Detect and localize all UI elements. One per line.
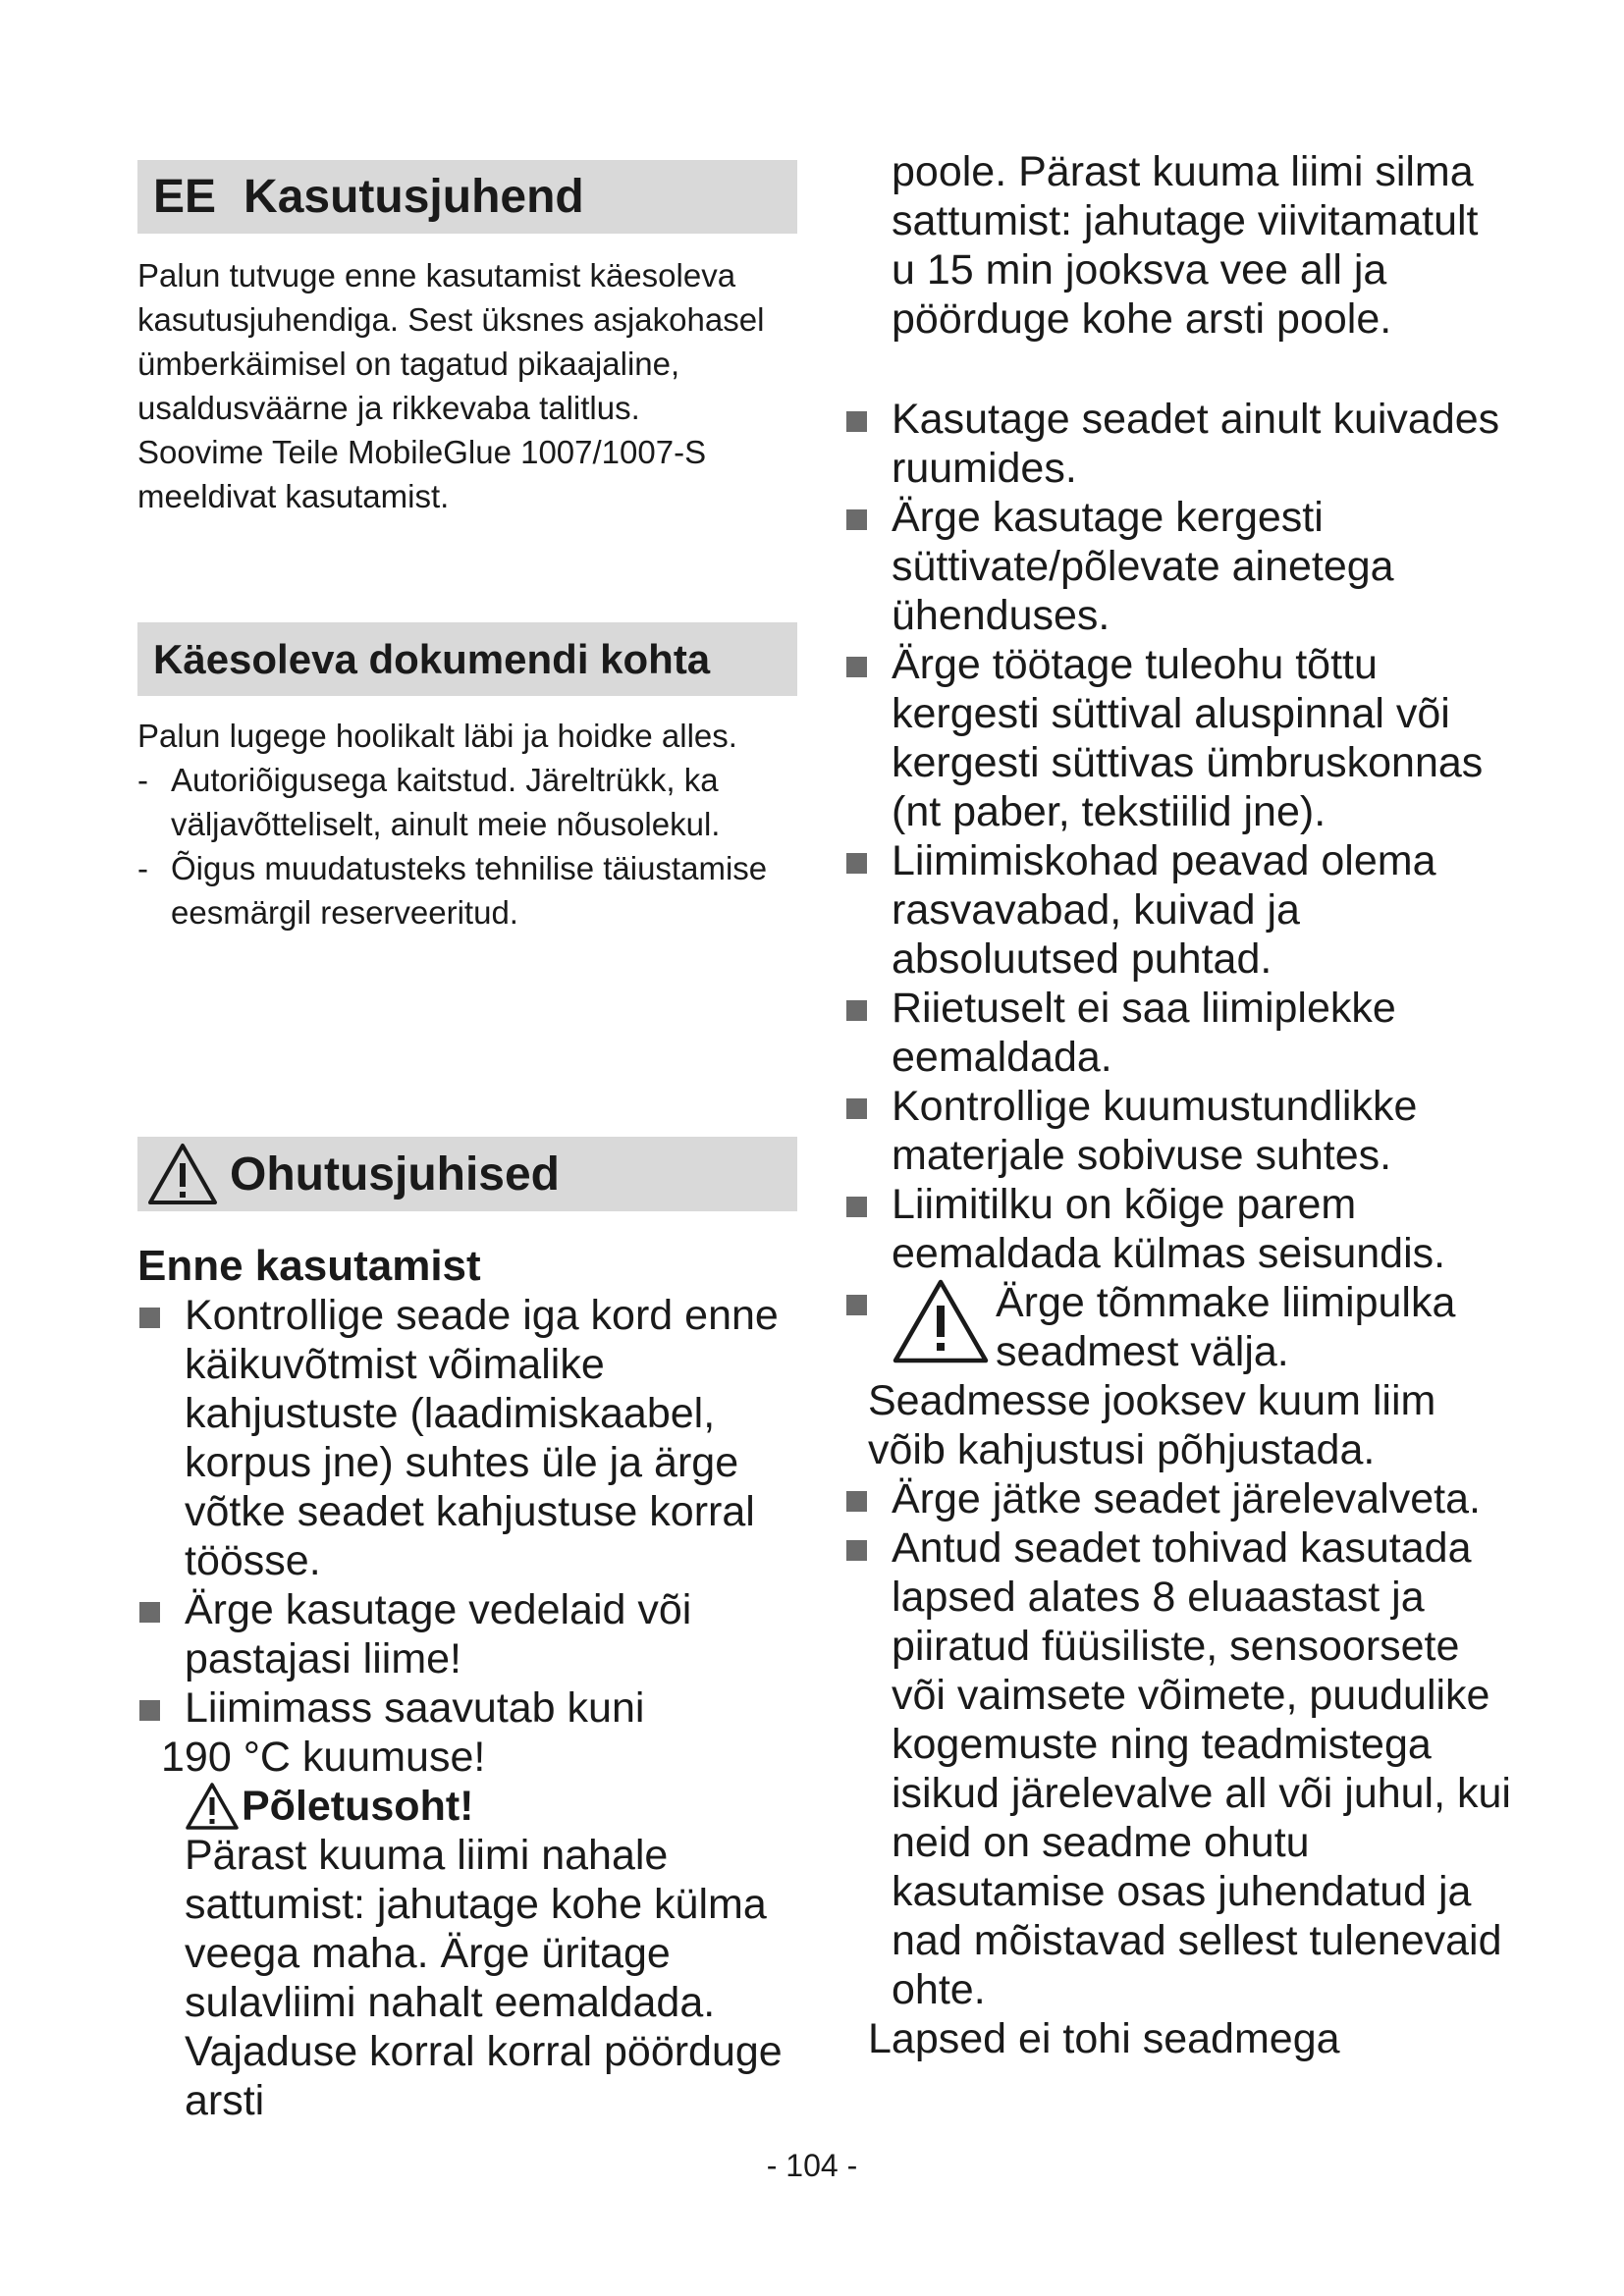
section-title: Ohutusjuhised bbox=[230, 1148, 560, 1201]
bullet-square-icon bbox=[846, 411, 867, 432]
section-header-kasutusjuhend bbox=[137, 160, 797, 234]
list-item bbox=[844, 1474, 1512, 1523]
list-item bbox=[844, 1180, 1512, 1278]
page-number: - 104 - bbox=[766, 2148, 858, 2183]
bullet-square-icon bbox=[139, 1602, 160, 1623]
section-header-ohutusjuhised bbox=[137, 1137, 797, 1211]
pull-warning-continuation: Seadmesse jooksev kuum liim võib kahjustusi põhjustada. bbox=[868, 1377, 1436, 1473]
list-item-text: Liimimass saavutab kuni bbox=[185, 1684, 645, 1732]
bullet-square-icon bbox=[846, 509, 867, 530]
dash-item-text: Autoriõigusega kaitstud. Järeltrükk, ka väljavõtteliselt, ainult meie nõusolekul. bbox=[171, 762, 721, 842]
list-item bbox=[844, 1278, 1512, 1474]
intro-paragraph: Palun tutvuge enne kasutamist käesoleva kasutusjuhendiga. Sest üksnes asjakohasel ümberkäimisel on tagatud pikaajaline, usaldusväärne ja rikkevaba talitlus. bbox=[137, 257, 765, 426]
dash-marker: - bbox=[137, 762, 148, 798]
language-code: EE bbox=[153, 171, 217, 223]
section-title: Kasutusjuhend bbox=[244, 171, 584, 223]
list-item-text: Ärge kasutage kergesti süttivate/põlevate ainetega ühenduses. bbox=[892, 494, 1394, 639]
pull-warning bbox=[892, 1278, 1512, 1376]
bullet-square-icon bbox=[846, 1197, 867, 1217]
burn-warning-text: Pärast kuuma liimi nahale sattumist: jahutage kohe külma veega maha. Ärge üritage sulavliimi nahalt eemaldada. Vajaduse korral korral pöörduge arsti bbox=[185, 1832, 783, 2124]
list-item-text: Kasutage seadet ainult kuivades ruumides. bbox=[892, 396, 1500, 492]
list-item-text: Liimimiskohad peavad olema rasvavabad, kuivad ja absoluutsed puhtad. bbox=[892, 837, 1436, 983]
bullet-square-icon bbox=[846, 1295, 867, 1315]
bullet-square-icon bbox=[846, 657, 867, 677]
subheading-before-use: Enne kasutamist bbox=[137, 1242, 481, 1290]
document-paragraph: Palun lugege hoolikalt läbi ja hoidke alles. bbox=[137, 718, 737, 754]
list-item bbox=[137, 1291, 797, 1585]
safety-list-right bbox=[844, 395, 1512, 2063]
document-text bbox=[137, 714, 797, 934]
list-item bbox=[844, 640, 1512, 836]
dash-item-text: Õigus muudatusteks tehnilise täiustamise eesmärgil reserveeritud. bbox=[171, 850, 768, 931]
list-item bbox=[844, 1523, 1512, 2063]
list-item-text: Ärge töötage tuleohu tõttu kergesti süttival aluspinnal või kergesti süttivas ümbruskonnas (nt paber, tekstiilid jne). bbox=[892, 641, 1484, 835]
list-item-text: Ärge jätke seadet järelevalveta. bbox=[892, 1475, 1481, 1522]
bullet-square-icon bbox=[846, 853, 867, 874]
bullet-square-icon bbox=[139, 1700, 160, 1721]
dash-marker: - bbox=[137, 850, 148, 886]
bullet-square-icon bbox=[846, 1000, 867, 1021]
list-item-text: Kontrollige seade iga kord enne käikuvõtmist võimalike kahjustuste (laadimiskaabel, korpus jne) suhtes üle ja ärge võtke seadet kahjustuse korral töösse. bbox=[185, 1292, 779, 1584]
list-item bbox=[844, 984, 1512, 1082]
list-item bbox=[844, 1082, 1512, 1180]
warning-triangle-icon bbox=[892, 1278, 990, 1364]
dash-item bbox=[137, 758, 797, 846]
warning-triangle-icon bbox=[185, 1782, 240, 1831]
warning-triangle-icon bbox=[147, 1142, 218, 1206]
continued-text: poole. Pärast kuuma liimi silma sattumist: jahutage viivitamatult u 15 min jooksva vee all ja pöörduge kohe arsti poole. bbox=[892, 148, 1479, 343]
bullet-square-icon bbox=[846, 1491, 867, 1512]
final-line: Lapsed ei tohi seadmega bbox=[868, 2015, 1340, 2062]
list-item bbox=[844, 395, 1512, 493]
list-item-text: Antud seadet tohivad kasutada lapsed alates 8 eluaastast ja piiratud füüsiliste, sensoorsete või vaimsete võimete, puudulike kogemuste ning teadmistega isikud järelevalve all või juhul, kui neid on seadme ohutu kasutamise osas juhendatud ja nad mõistavad sellest tulenevaid ohte. bbox=[892, 1524, 1511, 2013]
safety-list-left bbox=[137, 1291, 797, 2125]
burn-warning-title: Põletusoht! bbox=[242, 1783, 474, 1830]
intro-paragraph-2: Soovime Teile MobileGlue 1007/1007-S meeldivat kasutamist. bbox=[137, 434, 707, 514]
list-item-text: Riietuselt ei saa liimiplekke eemaldada. bbox=[892, 985, 1396, 1081]
bullet-square-icon bbox=[846, 1098, 867, 1119]
list-item bbox=[137, 1585, 797, 1683]
list-item-text: Liimitilku on kõige parem eemaldada külmas seisundis. bbox=[892, 1181, 1446, 1277]
intro-text bbox=[137, 253, 797, 518]
section-header-document bbox=[137, 622, 797, 696]
list-item bbox=[844, 836, 1512, 984]
burn-warning-heading bbox=[185, 1782, 797, 1831]
bullet-square-icon bbox=[139, 1308, 160, 1328]
list-item bbox=[844, 493, 1512, 640]
list-item bbox=[137, 1683, 797, 2125]
pull-warning-text: Ärge tõmmake liimipulka seadmest välja. bbox=[996, 1279, 1456, 1375]
list-item-text: Kontrollige kuumustundlikke materjale sobivuse suhtes. bbox=[892, 1083, 1418, 1179]
section-title: Käesoleva dokumendi kohta bbox=[153, 635, 711, 682]
temperature-line: 190 °C kuumuse! bbox=[161, 1734, 486, 1781]
list-item-text: Ärge kasutage vedelaid või pastajasi liime! bbox=[185, 1586, 692, 1682]
dash-item bbox=[137, 846, 797, 934]
bullet-square-icon bbox=[846, 1540, 867, 1561]
